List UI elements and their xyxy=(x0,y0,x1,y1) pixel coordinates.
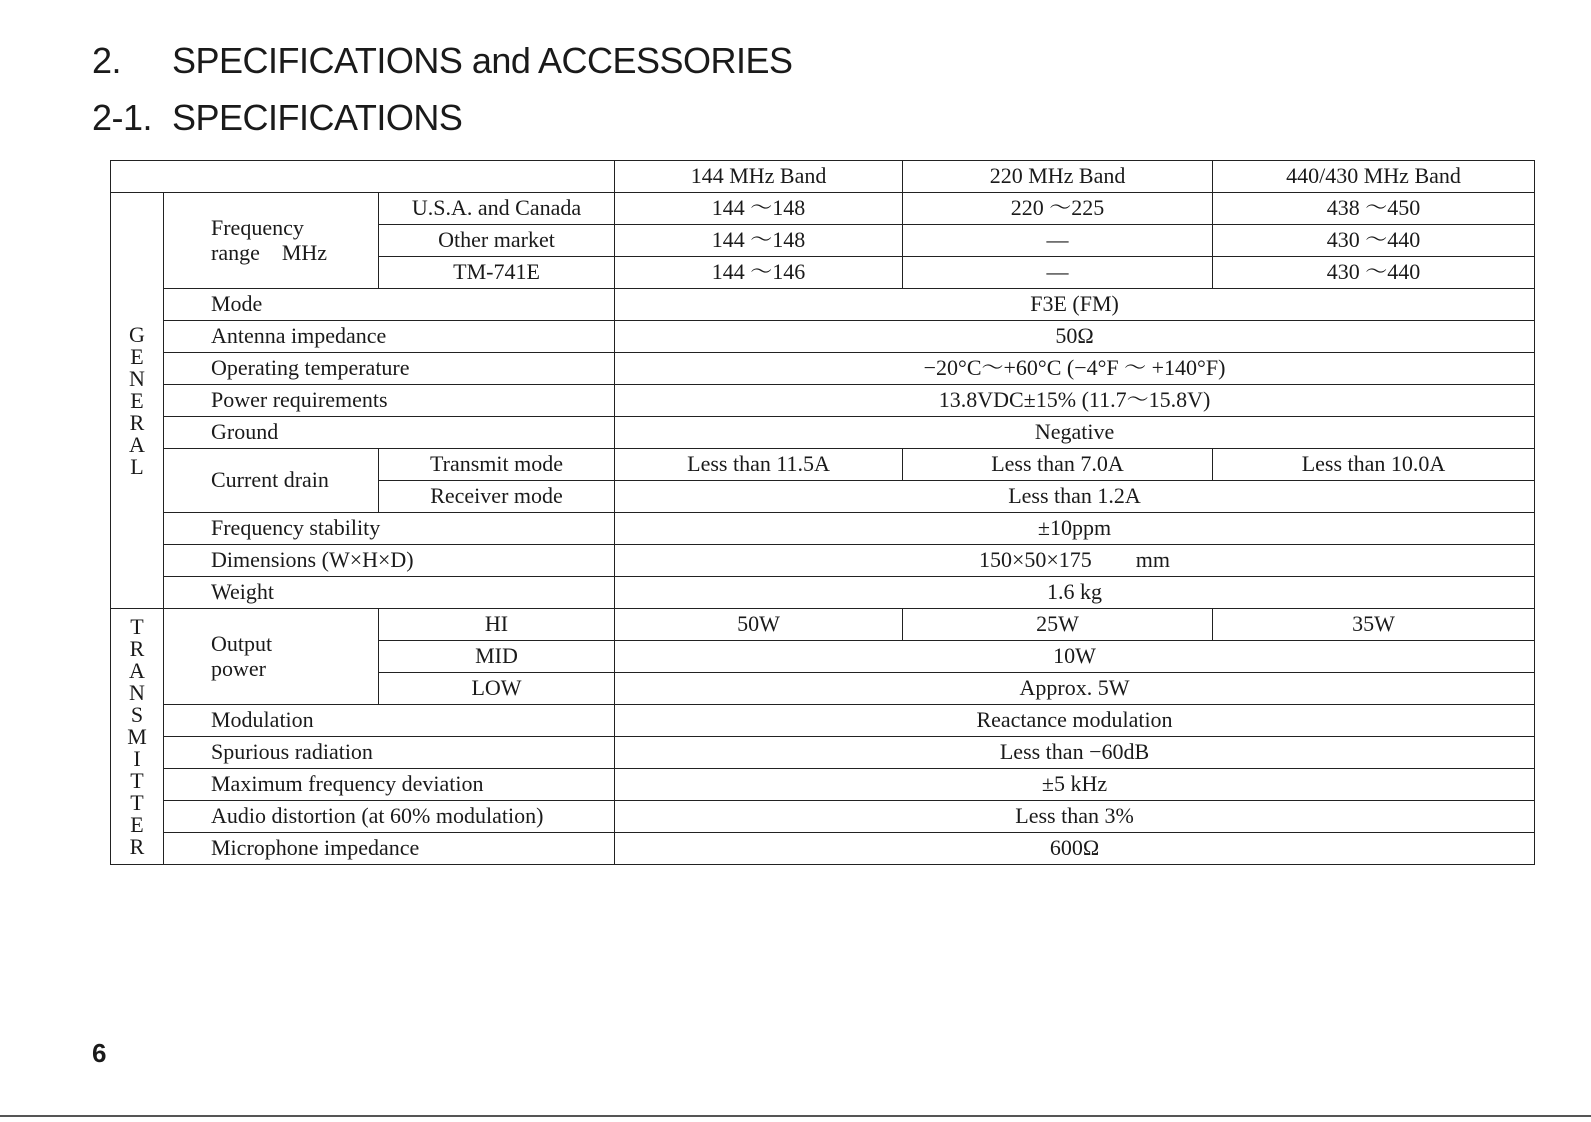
transmit-drain-440: Less than 10.0A xyxy=(1213,449,1535,481)
frequency-range-label-line2: range MHz xyxy=(211,239,328,265)
specifications-table xyxy=(110,160,1535,865)
bottom-rule xyxy=(0,1115,1591,1117)
general-vertical-text xyxy=(111,321,163,479)
max-frequency-deviation-label: Maximum frequency deviation xyxy=(164,769,615,801)
freq-usa-440: 438 ～450 xyxy=(1213,193,1535,225)
freq-other-144: 144 ～148 xyxy=(615,225,903,257)
band-header-440: 440/430 MHz Band xyxy=(1213,161,1535,193)
frequency-stability-value: ±10ppm xyxy=(615,513,1535,545)
table-row xyxy=(111,449,1535,481)
weight-label: Weight xyxy=(164,577,615,609)
subsection-heading xyxy=(92,97,462,139)
transmitter-vertical-text xyxy=(111,613,163,859)
table-row xyxy=(111,609,1535,641)
microphone-impedance-value: 600Ω xyxy=(615,833,1535,865)
output-power-label xyxy=(164,609,379,705)
power-requirements-label: Power requirements xyxy=(164,385,615,417)
power-low-value: Approx. 5W xyxy=(615,673,1535,705)
freq-tm741e-220: — xyxy=(903,257,1213,289)
market-tm741e: TM-741E xyxy=(379,257,615,289)
vertical-letter: G xyxy=(129,321,145,347)
transmitter-group-label xyxy=(111,609,164,865)
table-row xyxy=(111,353,1535,385)
operating-temperature-value: −20°C～+60°C (−4°F ～ +140°F) xyxy=(615,353,1535,385)
vertical-letter: T xyxy=(130,613,144,639)
antenna-impedance-value: 50Ω xyxy=(615,321,1535,353)
freq-other-440: 430 ～440 xyxy=(1213,225,1535,257)
audio-distortion-label: Audio distortion (at 60% modulation) xyxy=(164,801,615,833)
market-other: Other market xyxy=(379,225,615,257)
mode-label: Mode xyxy=(164,289,615,321)
table-row xyxy=(111,577,1535,609)
frequency-range-label xyxy=(164,193,379,289)
freq-usa-144: 144 ～148 xyxy=(615,193,903,225)
vertical-letter: E xyxy=(130,387,144,413)
ground-label: Ground xyxy=(164,417,615,449)
vertical-letter: E xyxy=(130,811,144,837)
power-hi-220: 25W xyxy=(903,609,1213,641)
table-row xyxy=(111,833,1535,865)
table-row xyxy=(111,289,1535,321)
spurious-radiation-value: Less than −60dB xyxy=(615,737,1535,769)
vertical-letter: L xyxy=(130,453,144,479)
subsection-title: SPECIFICATIONS xyxy=(172,97,463,138)
current-drain-label: Current drain xyxy=(164,449,379,513)
max-frequency-deviation-value: ±5 kHz xyxy=(615,769,1535,801)
vertical-letter: N xyxy=(129,365,145,391)
table-row xyxy=(111,737,1535,769)
vertical-letter: T xyxy=(130,789,144,815)
power-hi-144: 50W xyxy=(615,609,903,641)
output-power-label-line2: power xyxy=(211,655,266,681)
vertical-letter: S xyxy=(130,701,144,727)
vertical-letter: T xyxy=(130,767,144,793)
section-number: 2. xyxy=(92,40,122,81)
weight-value: 1.6 kg xyxy=(615,577,1535,609)
receiver-mode-label: Receiver mode xyxy=(379,481,615,513)
table-header-row xyxy=(111,161,1535,193)
table-row xyxy=(111,193,1535,225)
general-group-label xyxy=(111,193,164,609)
table-row xyxy=(111,321,1535,353)
vertical-letter: A xyxy=(129,657,145,683)
header-blank-cell xyxy=(111,161,615,193)
transmit-mode-label: Transmit mode xyxy=(379,449,615,481)
section-heading xyxy=(92,40,793,82)
power-hi-440: 35W xyxy=(1213,609,1535,641)
vertical-letter: R xyxy=(129,635,145,661)
table-row xyxy=(111,801,1535,833)
vertical-letter: R xyxy=(129,833,145,859)
freq-other-220: — xyxy=(903,225,1213,257)
microphone-impedance-label: Microphone impedance xyxy=(164,833,615,865)
receiver-drain-value: Less than 1.2A xyxy=(615,481,1535,513)
table-row xyxy=(111,385,1535,417)
mode-value: F3E (FM) xyxy=(615,289,1535,321)
vertical-letter: E xyxy=(130,343,144,369)
band-header-220: 220 MHz Band xyxy=(903,161,1213,193)
operating-temperature-label: Operating temperature xyxy=(164,353,615,385)
table-row xyxy=(111,769,1535,801)
transmit-drain-220: Less than 7.0A xyxy=(903,449,1213,481)
freq-usa-220: 220 ～225 xyxy=(903,193,1213,225)
frequency-stability-label: Frequency stability xyxy=(164,513,615,545)
vertical-letter: A xyxy=(129,431,145,457)
power-hi-label: HI xyxy=(379,609,615,641)
table-row xyxy=(111,705,1535,737)
vertical-letter: N xyxy=(129,679,145,705)
transmit-drain-144: Less than 11.5A xyxy=(615,449,903,481)
audio-distortion-value: Less than 3% xyxy=(615,801,1535,833)
band-header-144: 144 MHz Band xyxy=(615,161,903,193)
dimensions-value: 150×50×175 mm xyxy=(615,545,1535,577)
market-usa-canada: U.S.A. and Canada xyxy=(379,193,615,225)
ground-value: Negative xyxy=(615,417,1535,449)
frequency-range-label-line1: Frequency xyxy=(211,215,304,241)
modulation-label: Modulation xyxy=(164,705,615,737)
page-number: 6 xyxy=(92,1038,107,1068)
table-row xyxy=(111,545,1535,577)
power-requirements-value: 13.8VDC±15% (11.7～15.8V) xyxy=(615,385,1535,417)
antenna-impedance-label: Antenna impedance xyxy=(164,321,615,353)
power-mid-value: 10W xyxy=(615,641,1535,673)
vertical-letter: M xyxy=(127,723,147,749)
vertical-letter: I xyxy=(133,745,141,771)
section-title: SPECIFICATIONS and ACCESSORIES xyxy=(172,40,793,81)
spurious-radiation-label: Spurious radiation xyxy=(164,737,615,769)
power-low-label: LOW xyxy=(379,673,615,705)
freq-tm741e-440: 430 ～440 xyxy=(1213,257,1535,289)
power-mid-label: MID xyxy=(379,641,615,673)
subsection-number: 2-1. xyxy=(92,97,153,138)
freq-tm741e-144: 144 ～146 xyxy=(615,257,903,289)
output-power-label-line1: Output xyxy=(211,631,273,657)
modulation-value: Reactance modulation xyxy=(615,705,1535,737)
table-row xyxy=(111,513,1535,545)
dimensions-label: Dimensions (W×H×D) xyxy=(164,545,615,577)
vertical-letter: R xyxy=(129,409,145,435)
table-row xyxy=(111,417,1535,449)
